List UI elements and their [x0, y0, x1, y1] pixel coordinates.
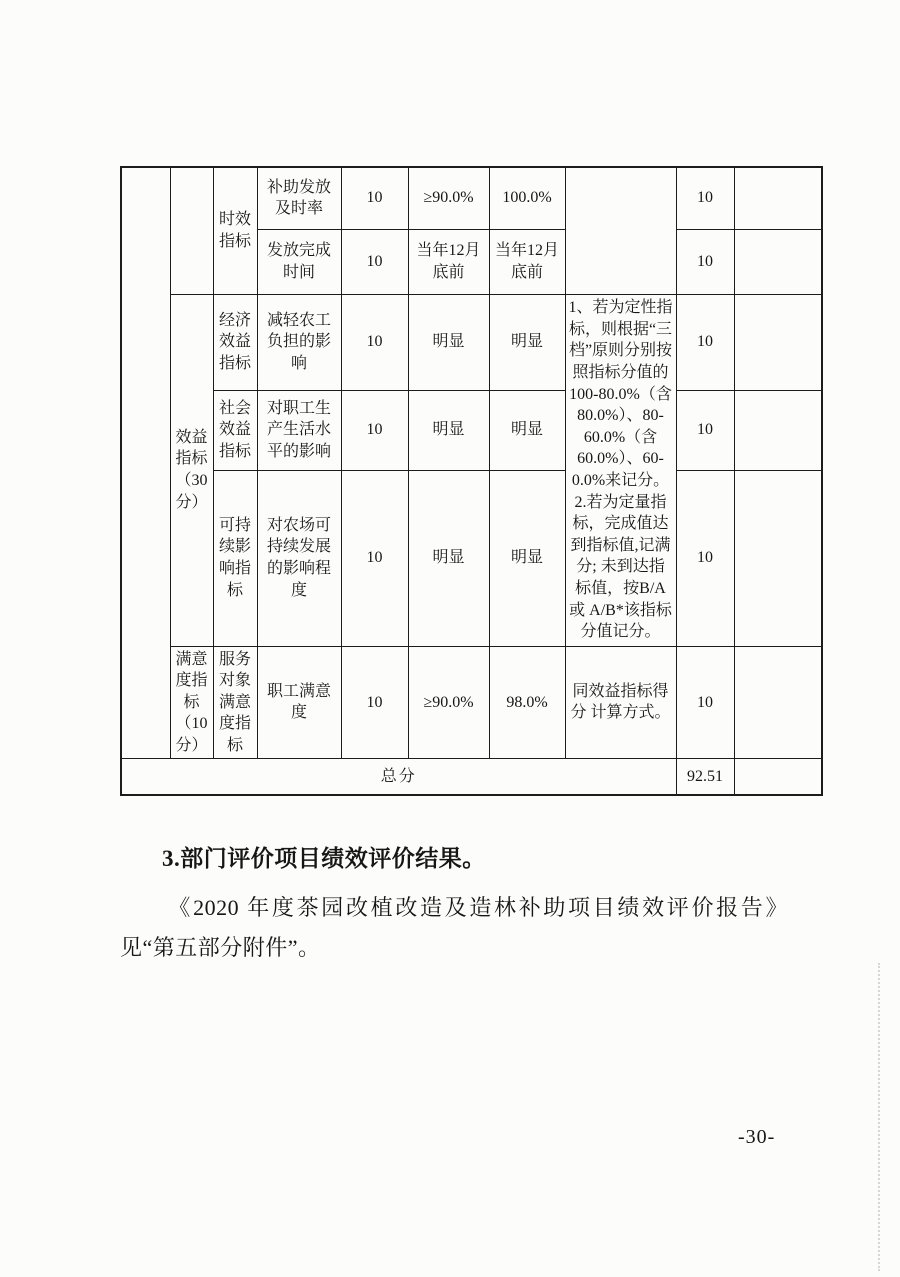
- cell-group-benefit: 效益指标（30分）: [170, 294, 213, 646]
- table-row: [121, 646, 822, 759]
- cell-actual-value: 明显: [489, 390, 565, 470]
- cell-remark-empty: [734, 294, 822, 390]
- cell-target-value: 明显: [408, 390, 489, 470]
- cell-group-satisfaction: 满意度指标（10分）: [170, 646, 213, 759]
- cell-indicator-points: 10: [341, 470, 408, 646]
- cell-indicator-name: 职工满意度: [257, 646, 341, 759]
- cell-indicator-points: 10: [341, 646, 408, 759]
- performance-indicator-table: [120, 166, 823, 796]
- section-heading: 3.部门评价项目绩效评价结果。: [162, 846, 486, 871]
- cell-remark-empty: [734, 646, 822, 759]
- table-total-row: [121, 759, 822, 795]
- cell-score: 10: [676, 229, 734, 294]
- cell-score: 10: [676, 294, 734, 390]
- cell-indicator-points: 10: [341, 390, 408, 470]
- cell-target-value: ≥90.0%: [408, 646, 489, 759]
- table-row: [121, 294, 822, 390]
- cell-score: 10: [676, 646, 734, 759]
- page-number: -30-: [738, 1126, 776, 1148]
- cell-scoring-method-satisfaction: 同效益指标得分 计算方式。: [565, 646, 676, 759]
- body-text-block: [120, 843, 788, 968]
- scan-artifact-line: [878, 963, 880, 1271]
- cell-actual-value: 明显: [489, 294, 565, 390]
- cell-actual-value: 98.0%: [489, 646, 565, 759]
- cell-indicator-name: 对职工生产生活水平的影响: [257, 390, 341, 470]
- cell-actual-value: 100.0%: [489, 167, 565, 229]
- cell-level1-continued-empty: [121, 167, 170, 759]
- cell-indicator-name: 发放完成时间: [257, 229, 341, 294]
- cell-remark-empty: [734, 759, 822, 795]
- cell-target-value: 当年12月底前: [408, 229, 489, 294]
- cell-subgroup-timeliness: 时效指标: [213, 167, 257, 294]
- cell-indicator-points: 10: [341, 294, 408, 390]
- cell-group-continued-empty: [170, 167, 213, 294]
- cell-actual-value: 当年12月底前: [489, 229, 565, 294]
- table-row: [121, 390, 822, 470]
- cell-indicator-name: 补助发放及时率: [257, 167, 341, 229]
- cell-target-value: ≥90.0%: [408, 167, 489, 229]
- cell-indicator-points: 10: [341, 229, 408, 294]
- cell-total-label: 总分: [121, 759, 676, 795]
- cell-remark-empty: [734, 390, 822, 470]
- cell-remark-empty: [734, 229, 822, 294]
- body-paragraph: 《2020 年度茶园改植改造及造林补助项目绩效评价报告》见“第五部分附件”。: [120, 895, 788, 960]
- table-row: [121, 167, 822, 229]
- cell-subgroup-social: 社会效益指标: [213, 390, 257, 470]
- cell-score: 10: [676, 470, 734, 646]
- cell-scoring-method-benefit: 1、若为定性指标，则根据“三档”原则分别按照指标分值的100-80.0%（含80.0%）、80-60.0%（含60.0%）、60-0.0%来记分。 2.若为定量指标，完成值达到指标值,记满分; 未到达指标值，按B/A 或 A/B*该指标分值记分。: [565, 294, 676, 646]
- cell-remark-empty: [734, 470, 822, 646]
- cell-score: 10: [676, 390, 734, 470]
- cell-total-score: 92.51: [676, 759, 734, 795]
- table-row: [121, 470, 822, 646]
- cell-remark-empty: [734, 167, 822, 229]
- cell-subgroup-sustainable: 可持续影响指标: [213, 470, 257, 646]
- cell-indicator-name: 对农场可持续发展的影响程度: [257, 470, 341, 646]
- cell-actual-value: 明显: [489, 470, 565, 646]
- cell-target-value: 明显: [408, 470, 489, 646]
- cell-score: 10: [676, 167, 734, 229]
- cell-target-value: 明显: [408, 294, 489, 390]
- cell-subgroup-economic: 经济效益指标: [213, 294, 257, 390]
- cell-indicator-points: 10: [341, 167, 408, 229]
- cell-subgroup-service-satisfaction: 服务对象满意度指标: [213, 646, 257, 759]
- cell-scoring-method-empty: [565, 167, 676, 294]
- cell-indicator-name: 减轻农工负担的影响: [257, 294, 341, 390]
